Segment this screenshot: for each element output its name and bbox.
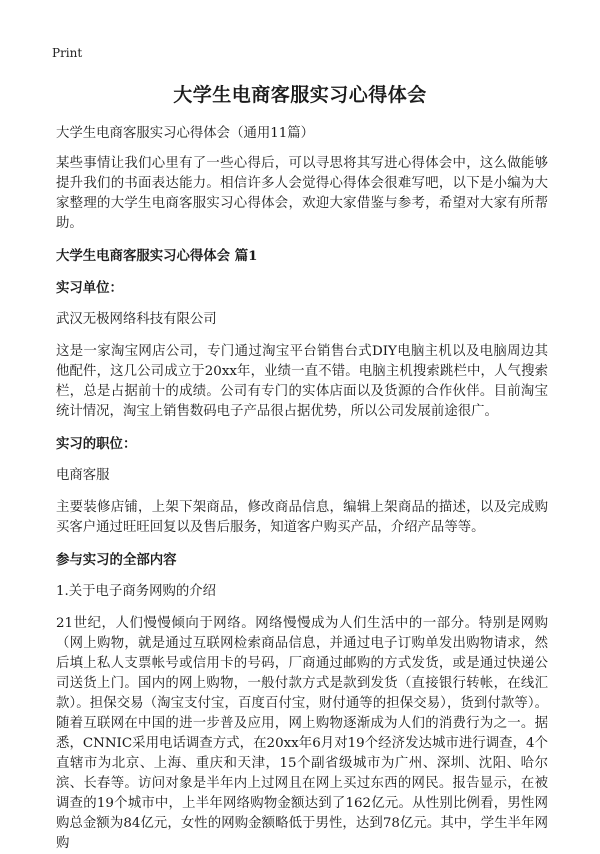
position-name: 电商客服 <box>56 468 110 483</box>
print-label: Print <box>52 46 83 60</box>
unit-name: 武汉无极网络科技有限公司 <box>56 312 217 327</box>
position-heading: 实习的职位： <box>56 436 137 452</box>
intro-paragraph: 某些事情让我们心里有了一些心得后，可以寻思将其写进心得体会中，这么做能够提升我们的书面表达能力。相信许多人会觉得心得体会很难写吧，以下是小编为大家整理的大学生电商客服实习心得体会，欢迎大家借鉴与参考，希望对大家有所帮助。 <box>56 156 548 231</box>
unit-heading: 实习单位： <box>56 280 123 296</box>
content-paragraph: 21世纪，人们慢慢倾向于网络。网络慢慢成为人们生活中的一部分。特别是网购（网上购物，就是通过互联网检索商品信息，并通过电子订购单发出购物请求，然后填上私人支票帐号或信用卡的号码，厂商通过邮购的方式发货，或是通过快递公司送货上门。国内的网上购物，一般付款方式是款到发货（直接银行转帐，在线汇款）。担保交易（淘宝支付宝，百度百付宝，财付通等的担保交易），货到付款等）。随着互联网在中国的进一步普及应用，网上购物逐渐成为人们的消费行为之一。据悉，CNNIC采用电话调查方式，在20xx年6月对19个经济发达城市进行调查，4个直辖市为北京、上海、重庆和天津，15个副省级城市为广州、深圳、沈阳、哈尔滨、长春等。访问对象是半年内上过网且在网上买过东西的网民。报告显示，在被调查的19个城市中，上半年网络购物金额达到了162亿元。从性别比例看，男性网购总金额为84亿元，女性的网购金额略低于男性，达到78亿元。其中，学生半年网购 <box>56 616 548 851</box>
unit-description: 这是一家淘宝网店公司，专门通过淘宝平台销售台式DIY电脑主机以及电脑周边其他配件，这几公司成立于20xx年，业绩一直不错。电脑主机搜索跳栏中，人气搜索栏，总是占据前十的成绩。公司有专门的实体店面以及货源的合作伙伴。目前淘宝统计情况，淘宝上销售数码电子产品很占据优势，所以公司发展前途很广。 <box>56 344 548 419</box>
document-title: 大学生电商客服实习心得体会 <box>173 84 427 106</box>
content-heading: 参与实习的全部内容 <box>56 552 177 568</box>
section-title: 大学生电商客服实习心得体会 篇1 <box>56 248 258 264</box>
document-subtitle: 大学生电商客服实习心得体会（通用11篇） <box>56 126 315 141</box>
document-body <box>56 124 548 854</box>
position-description: 主要装修店铺，上架下架商品，修改商品信息，编辑上架商品的描述，以及完成购买客户通过旺旺回复以及售后服务，知道客户购买产品，介绍产品等等。 <box>56 500 548 535</box>
content-subheading: 1.关于电子商务网购的介绍 <box>56 584 217 599</box>
